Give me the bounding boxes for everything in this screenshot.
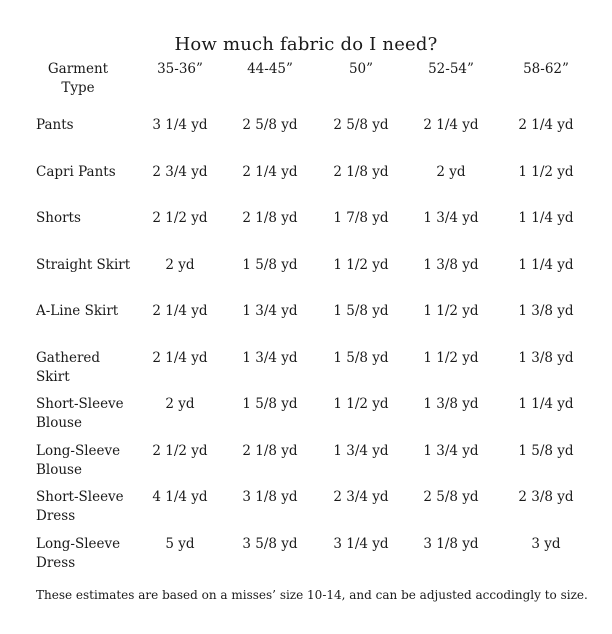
table-cell-yardage: 1 3/4 yd	[242, 303, 298, 319]
table-cell-yardage: 1 3/8 yd	[518, 303, 574, 319]
column-header-width: 35-36”	[157, 61, 203, 77]
column-header-width: 58-62”	[523, 61, 569, 77]
table-cell-yardage: 1 3/4 yd	[333, 442, 389, 459]
garment-name: Long-Sleeve Blouse	[36, 442, 121, 478]
fabric-table	[20, 60, 600, 573]
table-cell-yardage: 3 5/8 yd	[242, 535, 298, 552]
table-cell-yardage: 1 3/4 yd	[423, 210, 479, 226]
table-cell-yardage: 3 yd	[531, 535, 561, 552]
table-cell-yardage: 3 1/4 yd	[333, 535, 389, 552]
row-label-garment	[20, 527, 136, 574]
garment-name: Pants	[36, 117, 74, 133]
table-cell-yardage: 1 5/8 yd	[242, 396, 298, 412]
table-cell-yardage: 2 3/8 yd	[518, 489, 574, 505]
table-cell-yardage: 1 1/2 yd	[423, 349, 479, 366]
footnote: These estimates are based on a misses’ size 10-14, and can be adjusted accodingly to size.	[36, 588, 588, 602]
table-cell-yardage: 2 5/8 yd	[423, 489, 479, 505]
row-label-garment	[20, 201, 136, 248]
row-label-garment	[20, 434, 136, 481]
column-header-width: 50”	[348, 61, 374, 77]
table-cell-yardage: 1 3/8 yd	[518, 349, 574, 366]
table-cell-yardage: 1 3/4 yd	[242, 349, 298, 366]
row-label-garment	[20, 248, 136, 295]
row-label-garment	[20, 387, 136, 434]
table-cell-yardage: 5 yd	[165, 535, 195, 552]
row-label-garment	[20, 155, 136, 202]
table-cell-yardage: 1 1/2 yd	[518, 163, 574, 180]
table-cell-yardage: 1 1/2 yd	[423, 303, 479, 319]
garment-name: Straight Skirt	[36, 256, 131, 273]
table-cell-yardage: 1 1/2 yd	[333, 256, 389, 273]
garment-name: Capri Pants	[36, 163, 116, 180]
column-header-width: 52-54”	[428, 61, 474, 77]
table-cell-yardage: 2 1/8 yd	[333, 163, 389, 180]
table-cell-yardage: 2 1/4 yd	[152, 349, 208, 366]
table-cell-yardage: 3 1/8 yd	[242, 489, 298, 505]
garment-name: Long-Sleeve Dress	[36, 535, 121, 571]
table-cell-yardage: 3 1/4 yd	[152, 117, 208, 133]
table-cell-yardage: 3 1/8 yd	[423, 535, 479, 552]
garment-name: Short-Sleeve Blouse	[36, 396, 124, 431]
table-cell-yardage: 2 1/4 yd	[518, 117, 574, 133]
table-cell-yardage: 1 5/8 yd	[333, 349, 389, 366]
table-cell-yardage: 1 1/4 yd	[518, 396, 574, 412]
column-header-garment-type	[20, 60, 136, 108]
garment-type-header-label: Garment Type	[47, 61, 109, 96]
table-cell-yardage: 1 5/8 yd	[242, 256, 298, 273]
table-cell-yardage: 2 1/4 yd	[242, 163, 298, 180]
table-cell-yardage: 2 yd	[165, 396, 195, 412]
table-cell-yardage: 2 5/8 yd	[242, 117, 298, 133]
table-cell-yardage: 2 3/4 yd	[333, 489, 389, 505]
table-cell-yardage: 1 5/8 yd	[518, 442, 574, 459]
table-cell-yardage: 1 1/4 yd	[518, 210, 574, 226]
table-cell-yardage: 1 1/4 yd	[518, 256, 574, 273]
garment-name: A-Line Skirt	[36, 303, 119, 319]
garment-name: Gathered Skirt	[36, 349, 101, 385]
table-cell-yardage: 1 3/8 yd	[423, 256, 479, 273]
table-cell-yardage: 2 yd	[165, 256, 195, 273]
table-cell-yardage: 2 1/8 yd	[242, 210, 298, 226]
table-cell-yardage: 2 1/2 yd	[152, 210, 208, 226]
table-cell-yardage: 1 3/8 yd	[423, 396, 479, 412]
column-header-width: 44-45”	[247, 61, 293, 77]
table-cell-yardage: 2 3/4 yd	[152, 163, 208, 180]
page-title: How much fabric do I need?	[174, 34, 438, 55]
table-cell-yardage: 1 7/8 yd	[333, 210, 389, 226]
row-label-garment	[20, 108, 136, 155]
table-cell-yardage: 1 5/8 yd	[333, 303, 389, 319]
row-label-garment	[20, 341, 136, 388]
table-cell-yardage: 2 1/2 yd	[152, 442, 208, 459]
row-label-garment	[20, 480, 136, 527]
garment-name: Short-Sleeve Dress	[36, 489, 124, 524]
table-cell-yardage: 1 3/4 yd	[423, 442, 479, 459]
table-cell-yardage: 1 1/2 yd	[333, 396, 389, 412]
row-label-garment	[20, 294, 136, 341]
table-cell-yardage: 2 1/4 yd	[423, 117, 479, 133]
table-cell-yardage: 2 yd	[436, 163, 466, 180]
table-cell-yardage: 2 1/4 yd	[152, 303, 208, 319]
table-cell-yardage: 2 1/8 yd	[242, 442, 298, 459]
table-cell-yardage: 2 5/8 yd	[333, 117, 389, 133]
table-cell-yardage: 4 1/4 yd	[152, 489, 208, 505]
garment-name: Shorts	[36, 210, 81, 226]
